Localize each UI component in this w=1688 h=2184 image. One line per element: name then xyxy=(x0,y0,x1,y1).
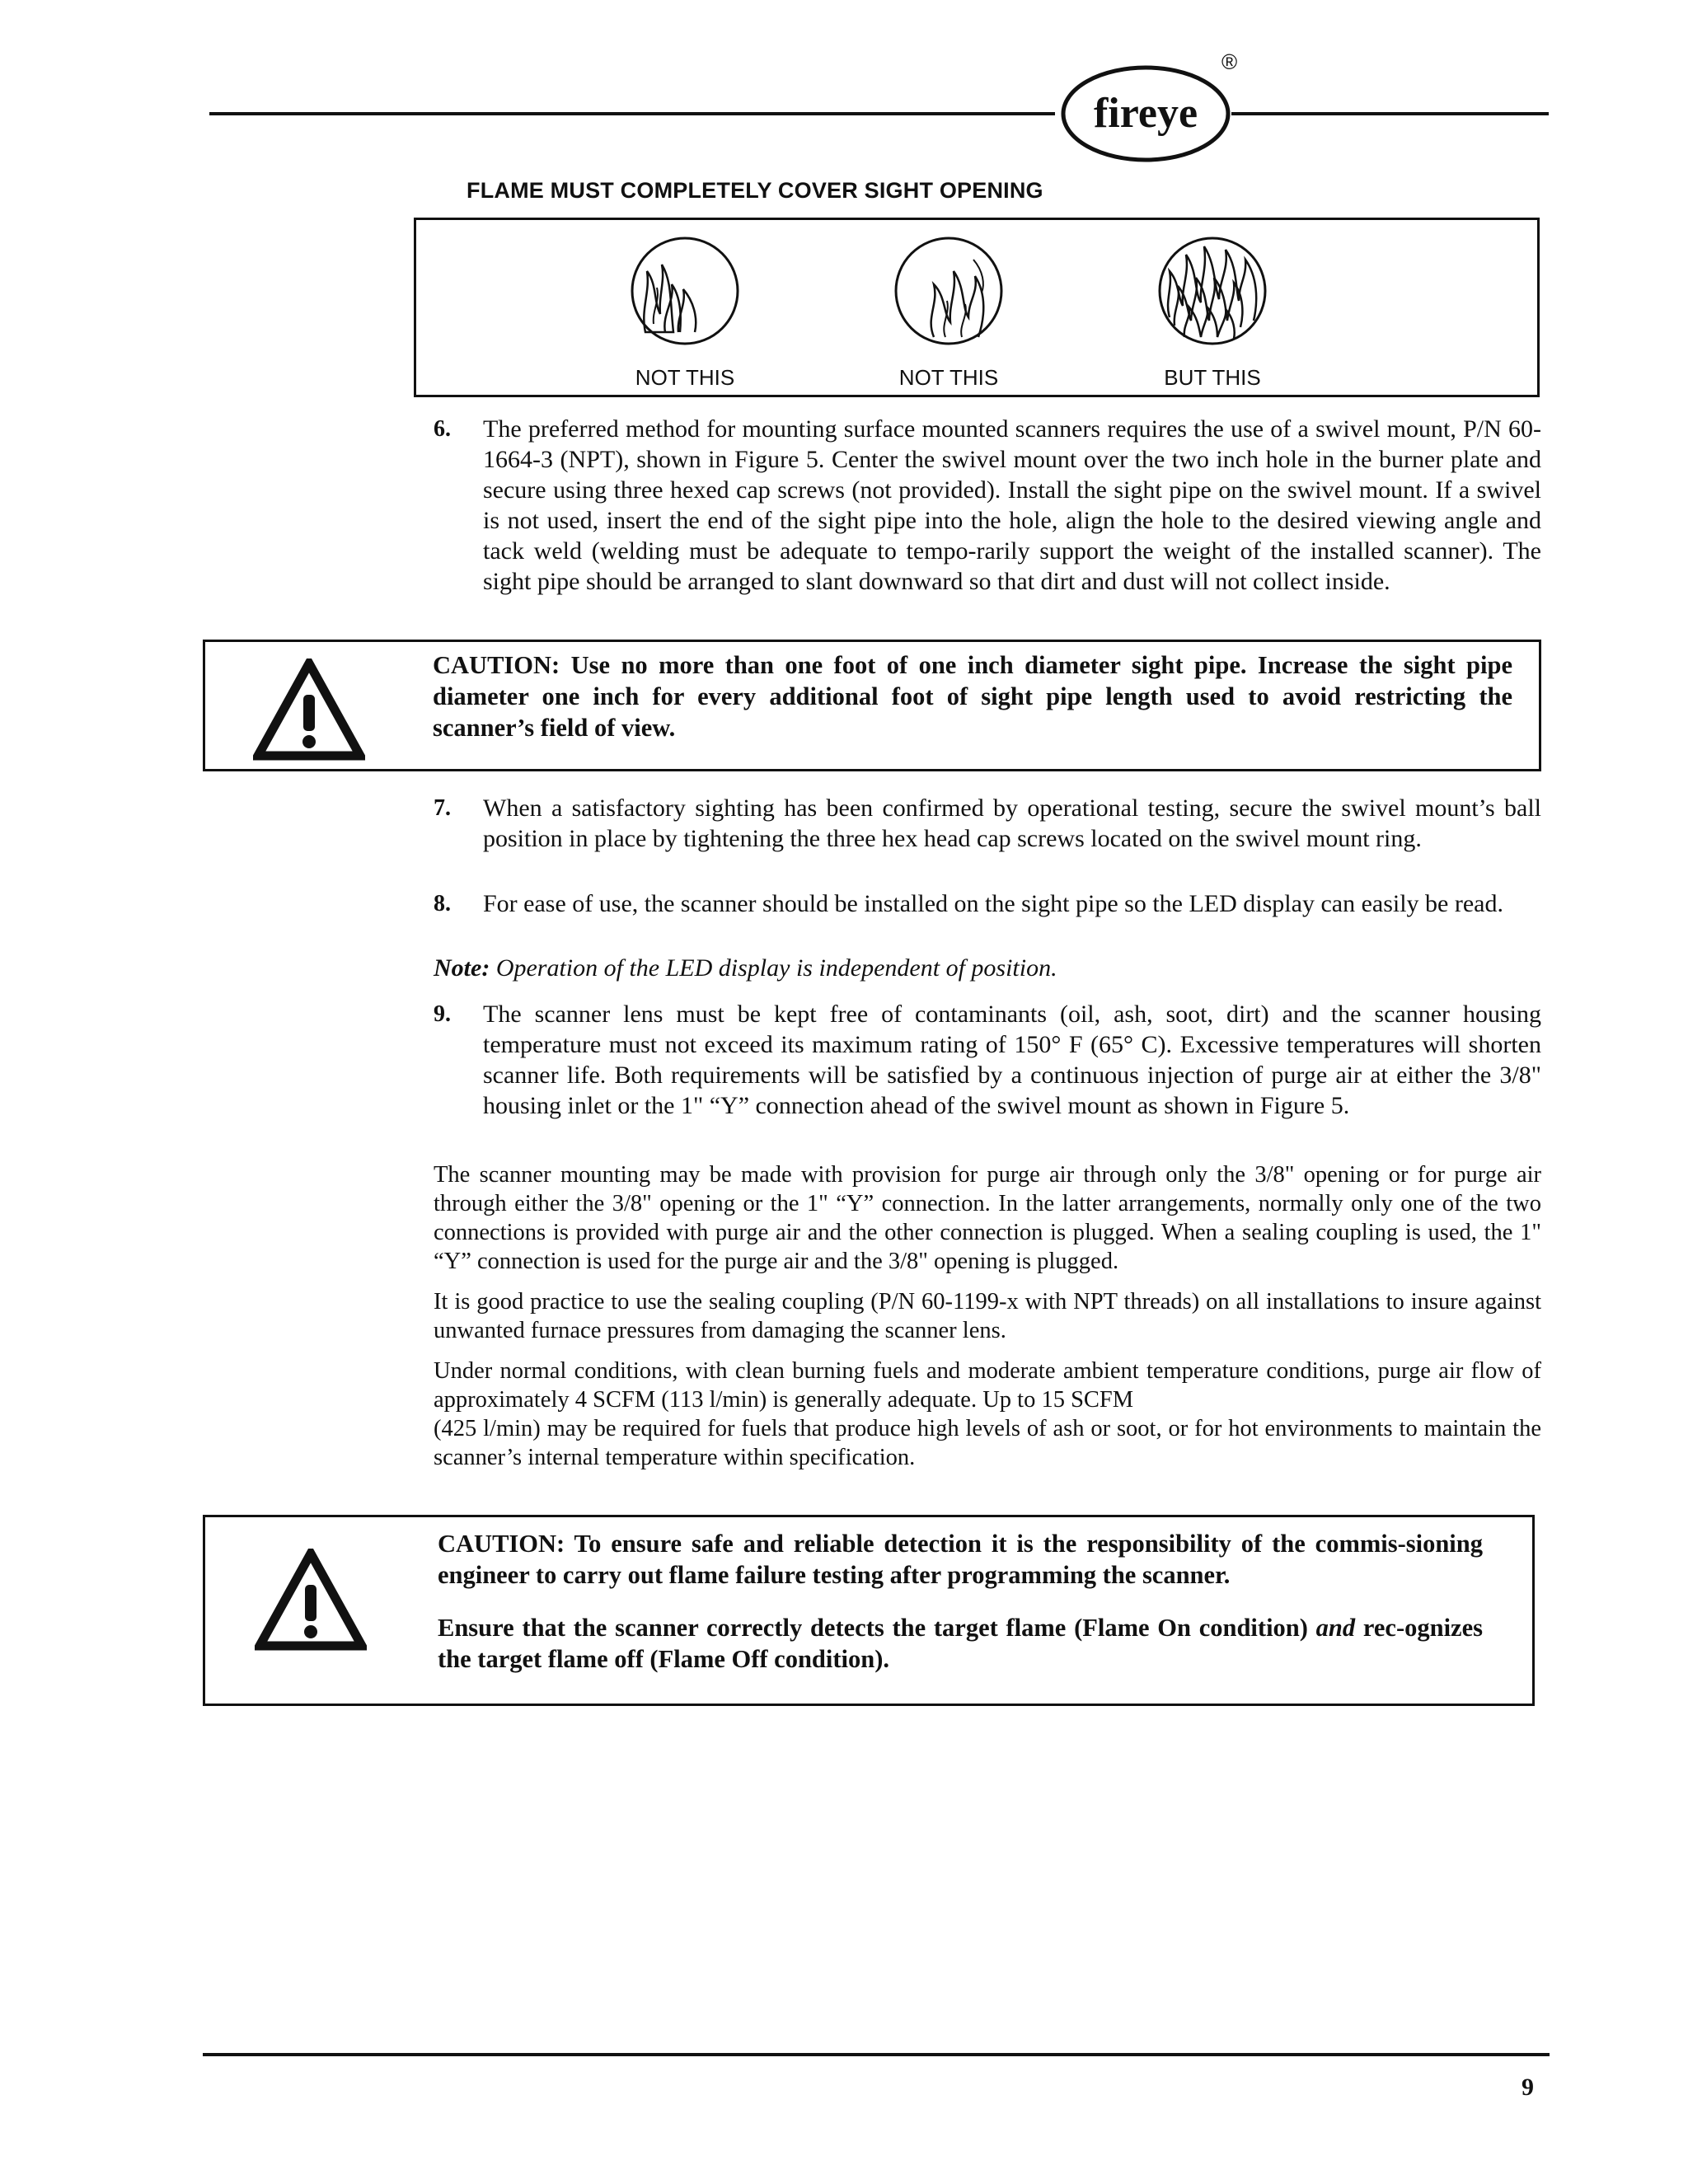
note-text: Operation of the LED display is independent of position. xyxy=(495,954,1057,982)
panel-label: NOT THIS xyxy=(898,365,999,390)
panel-label: NOT THIS xyxy=(635,365,735,390)
item-number: 9. xyxy=(434,1001,451,1027)
caution-paragraph: CAUTION: To ensure safe and reliable detection it is the responsibility of the commis-sioning engineer to carry out flame failure testing after programming the scanner. xyxy=(438,1530,1483,1589)
paragraph xyxy=(434,1357,1541,1472)
caution-emphasis: and xyxy=(1315,1614,1356,1642)
partial-flame-icon xyxy=(893,235,1005,347)
paragraph: It is good practice to use the sealing coupling (P/N 60-1199-x with NPT threads) on all installations to insure against unwanted furnace pressures from damaging the scanner lens. xyxy=(434,1289,1541,1343)
paragraph-line: (425 l/min) may be required for fuels that produce high levels of ash or soot, or for hot environments to maintain the scanner’s internal temperature within specification. xyxy=(434,1416,1541,1470)
panel-label: BUT THIS xyxy=(1164,365,1261,390)
registered-mark: ® xyxy=(1221,49,1238,74)
page-number: 9 xyxy=(1522,2074,1534,2101)
fireye-logo xyxy=(1053,58,1238,170)
item-text: The preferred method for mounting surface mounted scanners requires the use of a swivel mount, P/N 60-1664-3 (NPT), shown in Figure 5. Center the swivel mount over the two inch hole in the burner plate and secure using three hexed cap screws (not provided). Install the sight pipe on the swivel mount. If a swivel is not used, insert the end of the sight pipe into the hole, align the hole to the desired viewing angle and tack weld (welding must be adequate to tempo-rarily support the weight of the installed scanner). The sight pipe should be arranged to slant downward so that dirt and dust will not collect inside. xyxy=(483,415,1541,595)
item-text: When a satisfactory sighting has been confirmed by operational testing, secure the swivel mount’s ball position in place by tightening the three hex head cap screws located on the swivel mount ring. xyxy=(483,794,1541,852)
header-rule xyxy=(1231,112,1549,115)
paragraph: The scanner mounting may be made with provision for purge air through only the 3/8" opening or for purge air through either the 3/8" opening or the 1" “Y” connection. In the latter arrangements, normally only one of the two connections is provided with purge air and the other connection is plugged. When a sealing coupling is used, the 1" “Y” connection is used for the purge air and the 3/8" opening is plugged. xyxy=(434,1162,1541,1274)
list-item-6 xyxy=(434,414,1541,597)
item-number: 6. xyxy=(434,416,451,442)
item-number: 7. xyxy=(434,795,451,821)
item-number: 8. xyxy=(434,891,451,916)
list-item-7 xyxy=(434,793,1541,854)
caution-box xyxy=(203,640,1541,771)
warning-triangle-icon xyxy=(255,1549,367,1652)
note-label: Note: xyxy=(434,954,490,982)
flame-figure-box xyxy=(414,218,1540,397)
list-item-9 xyxy=(434,999,1541,1121)
caution-paragraph xyxy=(438,1612,1483,1675)
caution-text-part: Ensure that the scanner correctly detects the target flame (Flame On condition) xyxy=(438,1614,1316,1642)
figure-title: FLAME MUST COMPLETELY COVER SIGHT OPENING xyxy=(467,178,1043,203)
caution-text: CAUTION: Use no more than one foot of one inch diameter sight pipe. Increase the sight pipe diameter one inch for every additional foot of sight pipe length used to avoid restricting the scanner’s field of view. xyxy=(433,651,1512,742)
header-rule xyxy=(209,112,1055,115)
caution-box xyxy=(203,1515,1535,1706)
full-flame-icon xyxy=(1156,235,1268,347)
partial-flame-icon xyxy=(629,235,741,347)
list-item-8 xyxy=(434,888,1541,919)
svg-text:fireye: fireye xyxy=(1093,90,1198,137)
caution-text xyxy=(438,1528,1483,1675)
item-text: The scanner lens must be kept free of contaminants (oil, ash, soot, dirt) and the scanner housing temperature must not exceed its maximum rating of 150° F (65° C). Excessive temperatures will shorten scanner life. Both requirements will be satisfied by a continuous injection of purge air at either the 3/8" housing inlet or the 1" “Y” connection ahead of the swivel mount as shown in Figure 5. xyxy=(483,1001,1541,1119)
paragraph-line: Under normal conditions, with clean burning fuels and moderate ambient temperature conditions, purge air flow of approximately 4 SCFM (113 l/min) is generally adequate. Up to 15 SCFM xyxy=(434,1358,1541,1413)
warning-triangle-icon xyxy=(253,658,365,762)
item-text: For ease of use, the scanner should be installed on the sight pipe so the LED display can easily be read. xyxy=(483,890,1503,917)
footer-rule xyxy=(203,2053,1550,2056)
caution-text-part: rec-ognizes the target flame off (Flame Off condition). xyxy=(438,1614,1483,1673)
note xyxy=(434,954,1057,982)
